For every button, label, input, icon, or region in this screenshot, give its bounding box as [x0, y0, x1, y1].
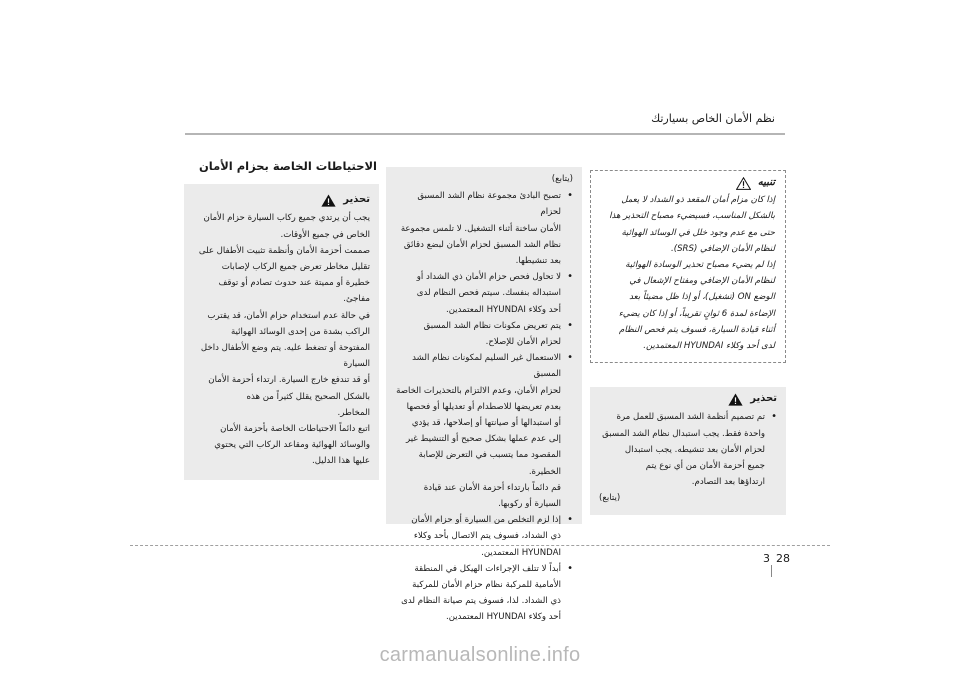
warning-line: تقليل مخاطر تعرض جميع الركاب لإصابات — [221, 262, 370, 273]
caution-line: لدى أحد وكلاء HYUNDAI المعتمدين. — [643, 341, 775, 352]
bullet-line: • يتم تعريض مكونات نظام الشد المسبق — [423, 320, 561, 331]
caution-title: تنبيه — [757, 177, 775, 188]
caution-box — [590, 170, 786, 363]
pretensioner-bullet — [395, 318, 573, 350]
column-left — [184, 158, 379, 480]
warning-line: المفتوحة أو تضغط عليه. يتم وضع الأطفال داخل السيارة — [200, 343, 370, 370]
warning-paragraph — [193, 210, 370, 242]
pretensioner-bullet — [395, 561, 573, 626]
warning-triangle-icon — [321, 194, 336, 207]
warning-line: في حالة عدم استخدام حزام الأمان، قد يقترب — [207, 310, 370, 321]
bullet-line: • تصبح البادئ مجموعة نظام الشد المسبق لحزام — [417, 191, 561, 218]
column-middle — [386, 167, 582, 623]
bullet-line: قم دائماً بارتداء أحزمة الأمان عند قيادة — [423, 482, 561, 493]
warning-line: ارتداؤها بعد التصادم. — [691, 477, 765, 488]
bullet-line: • إذا لزم التخلص من السيارة أو حزام الأمان — [411, 515, 561, 526]
warning-line: اتبع دائماً الاحتياطات الخاصة بأحزمة الأمان — [220, 424, 370, 435]
footer-divider — [771, 565, 772, 577]
warning-paragraph — [193, 243, 370, 308]
watermark: carmanualsonline.info — [379, 644, 581, 666]
warning-line: مفاجئ. — [343, 294, 370, 305]
column-right — [590, 170, 786, 515]
warning-paragraph — [193, 421, 370, 470]
warning-line: جميع أحزمة الأمان من أي نوع يتم — [645, 461, 765, 472]
caution-title-row — [601, 175, 775, 191]
page-header-title: نظم الأمان الخاص بسيارتك — [651, 112, 775, 125]
warning-line: أو قد تندفع خارج السيارة. ارتداء أحزمة الأمان — [208, 375, 370, 386]
caution-line: لنظام الأمان الإضافي (SRS). — [670, 243, 775, 254]
warning-line: الخاص في جميع الأوقات. — [280, 229, 370, 240]
chapter-number: 3 — [763, 552, 770, 565]
warning-line: والوسائد الهوائية ومقاعد الركاب التي يحتوي — [214, 440, 370, 451]
page-number — [763, 552, 790, 565]
continued-label: (يتابع) — [551, 174, 573, 184]
bullet-line: الأمامية للمركبة نظام حزام الأمان للمركبة — [412, 580, 561, 591]
warning-line: خطيرة أو مميتة عند حدوث تصادم أو توقف — [218, 278, 370, 289]
caution-line: بالشكل المناسب، فسيضيء مصباح التحذير هذا — [609, 211, 775, 222]
bullet-line: HYUNDAI المعتمدين. — [481, 547, 561, 558]
bullet-line: نظام الشد المسبق لحزام الأمان لبضع دقائق — [403, 239, 561, 250]
warning-title-row — [599, 391, 777, 407]
caution-body — [601, 192, 775, 354]
caution-triangle-icon — [736, 177, 751, 190]
warning-line: • تم تصميم أنظمة الشد المسبق للعمل مرة — [616, 412, 765, 423]
warning-line: واحدة فقط. يجب استبدال نظام الشد المسبق — [602, 428, 765, 439]
continued-label: (يتابع) — [599, 493, 621, 504]
caution-line: الإضاءة لمدة 6 ثوانٍ تقريباً، أو إذا كان يضيء — [618, 308, 775, 319]
caution-line: إذا لم يضيء مصباح تحذير الوسادة الهوائية — [625, 260, 775, 271]
bullet-line: بعد تنشيطها. — [515, 256, 561, 267]
bullet-line: السيارة أو ركوبها. — [498, 499, 561, 510]
bullet-line: استبداله بنفسك. سيتم فحص النظام لدى — [416, 288, 561, 299]
pretensioner-bullet — [395, 350, 573, 512]
warning-line: لحزام الأمان بعد تنشيطه. يجب استبدال — [624, 444, 765, 455]
bullet-line: أحد وكلاء HYUNDAI المعتمدين. — [446, 304, 561, 315]
warning-bullet — [599, 409, 777, 490]
bullet-line: الأمان ساخنة أثناء التشغيل. لا تلمس مجموعة — [400, 223, 561, 234]
warning-line: المخاطر. — [337, 407, 370, 418]
pretensioner-bullet — [395, 269, 573, 318]
warning-paragraph — [193, 308, 370, 421]
bullet-line: • الاستعمال غير السليم لمكونات نظام الشد المسبق — [412, 353, 561, 380]
caution-line: حتى مع عدم وجود خلل في الوسائد الهوائية — [621, 227, 775, 238]
bullet-line: ذي الشداد، فسوف يتم الاتصال بأحد وكلاء — [413, 531, 561, 542]
bullet-line: لحزام الأمان، وعدم الالتزام بالتحذيرات الخاصة — [396, 385, 561, 396]
bullet-line: • لا تحاول فحص حزام الأمان ذي الشداد أو — [416, 272, 561, 283]
footer-rule — [130, 545, 830, 546]
warning-title: تحذير — [343, 194, 370, 206]
warning-title-row — [193, 192, 370, 208]
seatbelt-warning-box — [184, 184, 379, 479]
warning-line: صممت أحزمة الأمان وأنظمة تثبيت الأطفال على — [198, 245, 370, 256]
bullet-line: بعدم تعريضها للاصطدام أو تعديلها أو فحصها — [406, 401, 561, 412]
bullet-line: ذي الشداد. لذا، فسوف يتم صيانة النظام لدى — [401, 596, 561, 607]
bullet-line: إلى عدم عملها بشكل صحيح أو التنشيط غير — [405, 434, 561, 445]
header-rule — [185, 133, 785, 135]
caution-line: إذا كان مزام أمان المقعد ذو الشداد لا يعمل — [621, 195, 775, 206]
bullet-line: • أبداً لا تتلف الإجراءات الهيكل في المنطقة — [414, 563, 561, 574]
caution-line: الوضع ON (تشغيل)، أو إذا ظل مضيئاً بعد — [629, 292, 775, 303]
pretensioner-bullet — [395, 188, 573, 269]
pretensioner-warning-box — [590, 387, 786, 514]
warning-line: الراكب بشدة من إحدى الوسائد الهوائية — [230, 326, 370, 337]
caution-line: لنظام الأمان الإضافي ومفتاح الإشعال في — [629, 276, 775, 287]
bullet-line: لحزام الأمان للإصلاح. — [485, 337, 561, 348]
bullet-line: أحد وكلاء HYUNDAI المعتمدين. — [446, 612, 561, 623]
warning-line: بالشكل الصحيح يقلل كثيراً من هذه — [246, 391, 370, 402]
bullet-line: المقصود مما يتسبب في التعرض للإصابة الخطيرة. — [418, 450, 561, 477]
warning-line: يجب أن يرتدي جميع ركاب السيارة حزام الأمان — [203, 213, 370, 224]
warning-line: عليها هذا الدليل. — [311, 456, 370, 467]
warning-triangle-icon — [728, 393, 743, 406]
section-title: الاحتياطات الخاصة بحزام الأمان — [198, 159, 377, 173]
caution-line: أثناء قيادة السيارة، فسوف يتم فحص النظام — [619, 324, 775, 335]
warning-title: تحذير — [750, 393, 777, 405]
pretensioner-bullet — [395, 512, 573, 561]
bullet-line: أو استبدالها أو صيانتها أو إصلاحها، قد يؤدي — [411, 418, 561, 429]
page-number-value: 28 — [776, 552, 790, 565]
